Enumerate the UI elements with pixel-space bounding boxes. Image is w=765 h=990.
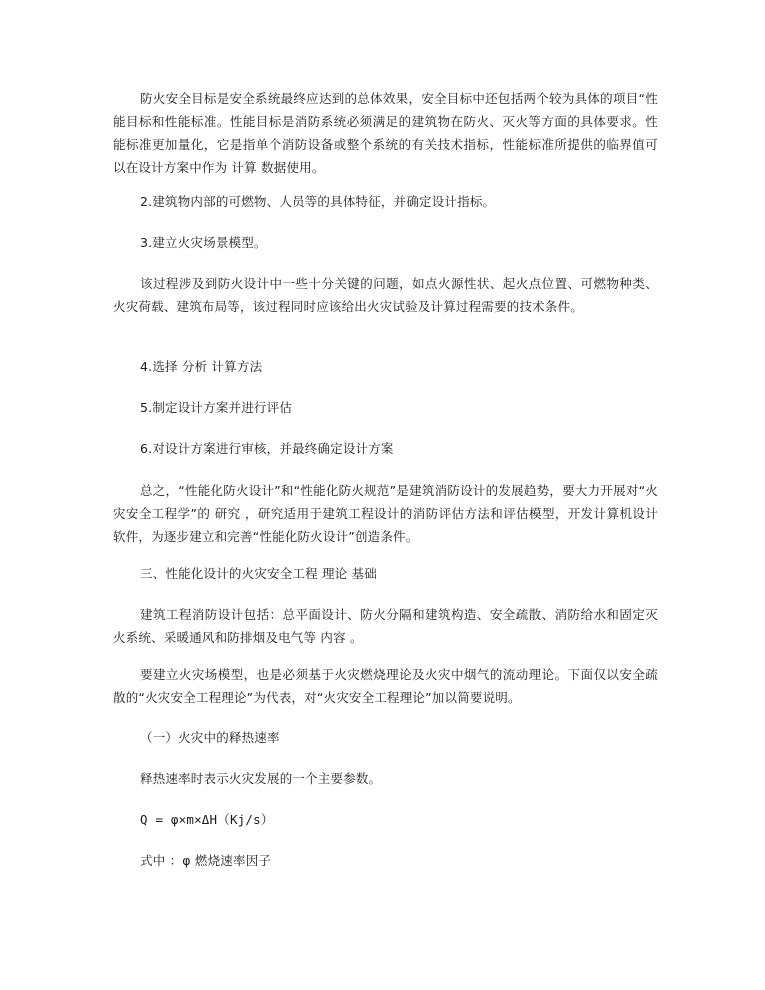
section-heading-3: 三、性能化设计的火灾安全工程 理论 基础 [140, 566, 377, 581]
paragraph-formula-legend: 式中 ：φ 燃烧速率因子 [140, 853, 272, 868]
formula-hrr: Q = φ×m×ΔH（Kj/s） [140, 812, 274, 827]
paragraph-fire-safety-goals: 防火安全目标是安全系统最终应达到的总体效果，安全目标中还包括两个较为具体的项目“性能目标和性能标准。性能目标是消防系统必须满足的建筑物在防火、灭火等方面的具体要求。性能标准更加量化，它是指单个消防设备或整个系统的有关技术指标，性能标准所提供的临界值可以在设计方案中作为 计算 数据使用。 [113, 91, 658, 175]
paragraph-design-scope: 建筑工程消防设计包括：总平面设计、防火分隔和建筑构造、安全疏散、消防给水和固定灭火系统、采暖通风和防排烟及电气等 内容 。 [113, 607, 658, 645]
paragraph-step-4: 4.选择 分析 计算方法 [140, 359, 263, 374]
paragraph-hrr-definition: 释热速率时表示火灾发展的一个主要参数。 [140, 771, 382, 786]
paragraph-scenario-description: 该过程涉及到防火设计中一些十分关键的问题，如点火源性状、起火点位置、可燃物种类、火灾荷载、建筑布局等，该过程同时应该给出火灾试验及计算过程需要的技术条件。 [113, 276, 658, 314]
paragraph-step-3: 3.建立火灾场景模型。 [140, 235, 267, 250]
paragraph-step-2: 2.建筑物内部的可燃物、人员等的具体特征，并确定设计指标。 [140, 194, 496, 209]
subheading-heat-release-rate: （一）火灾中的释热速率 [140, 730, 280, 745]
paragraph-summary: 总之，“性能化防火设计”和“性能化防火规范”是建筑消防设计的发展趋势，要大力开展对“火灾安全工程学”的 研究 ，研究适用于建筑工程设计的消防评估方法和评估模型，开发计算机设计软件，为逐步建立和完善“性能化防火设计”创造条件。 [113, 483, 658, 544]
paragraph-step-6: 6.对设计方案进行审核，并最终确定设计方案 [140, 441, 394, 456]
paragraph-step-5: 5.制定设计方案并进行评估 [140, 400, 293, 415]
paragraph-fire-field-model: 要建立火灾场模型，也是必须基于火灾燃烧理论及火灾中烟气的流动理论。下面仅以安全疏散的“火灾安全工程理论”为代表，对“火灾安全工程理论”加以简要说明。 [113, 667, 658, 705]
